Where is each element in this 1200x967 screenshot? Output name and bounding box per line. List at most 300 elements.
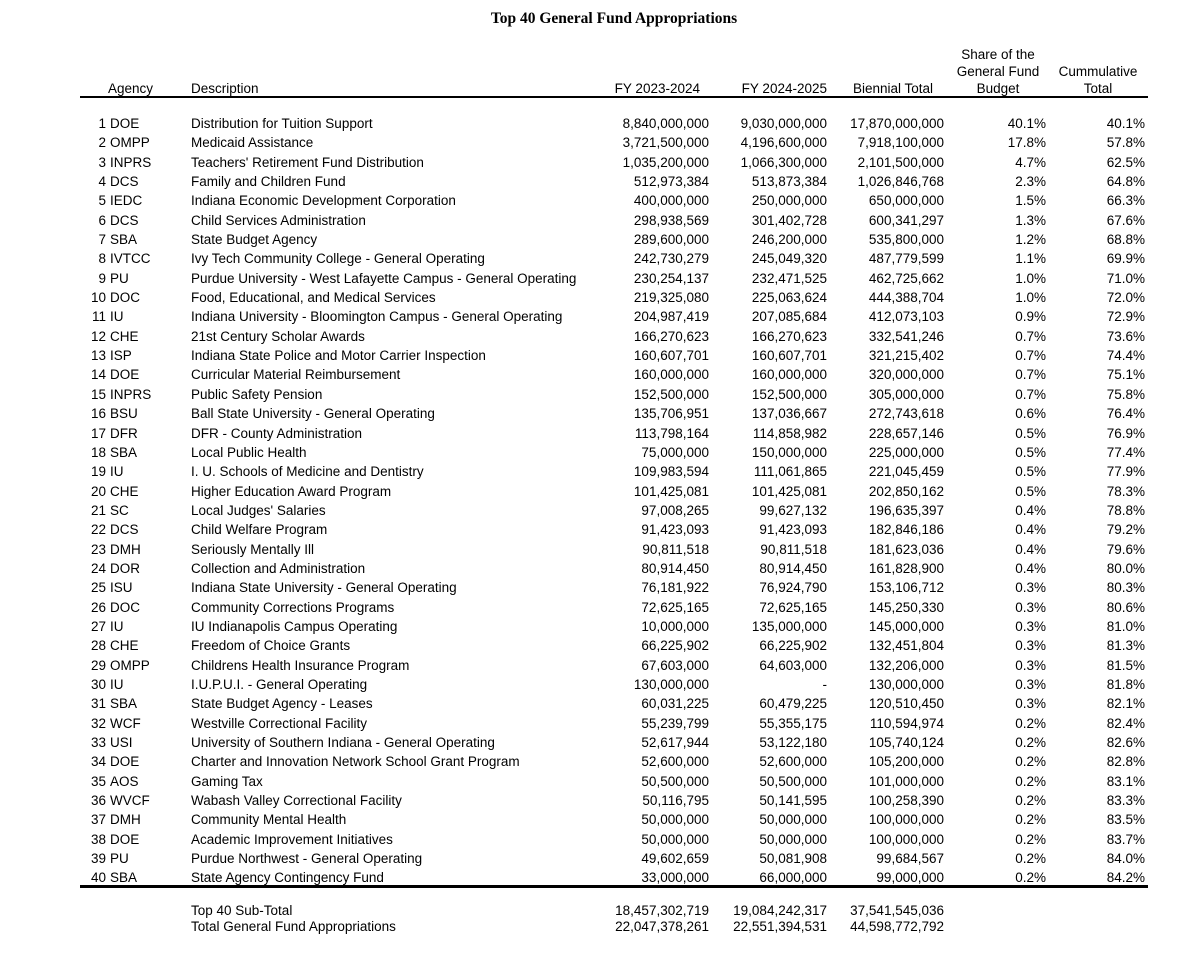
description-cell: I.U.P.U.I. - General Operating [191, 676, 368, 692]
rank-cell: 13 [90, 348, 106, 364]
total-biennial: 44,598,772,792 [850, 919, 944, 934]
description-cell: Collection and Administration [191, 560, 366, 576]
table-row [0, 191, 1200, 210]
cumulative-cell: 73.6% [1106, 328, 1145, 344]
fy-2023-2024-cell: 33,000,000 [641, 870, 709, 886]
table-row [0, 462, 1200, 481]
biennial-total-cell: 650,000,000 [868, 193, 944, 209]
cumulative-cell: 80.3% [1106, 580, 1145, 596]
rank-cell: 10 [90, 290, 106, 306]
share-cell: 1.2% [1015, 232, 1046, 248]
fy-2024-2025-cell: 513,873,384 [751, 174, 827, 190]
share-cell: 0.2% [1015, 773, 1046, 789]
rank-cell: 14 [90, 367, 106, 383]
table-row [0, 365, 1200, 384]
cumulative-cell: 78.3% [1106, 483, 1145, 499]
agency-cell: CHE [110, 638, 139, 654]
fy-2023-2024-cell: 3,721,500,000 [622, 135, 709, 151]
fy-2024-2025-cell: 246,200,000 [751, 232, 827, 248]
agency-cell: DOC [110, 599, 140, 615]
description-cell: Ball State University - General Operating [191, 406, 435, 422]
cumulative-cell: 69.9% [1106, 251, 1145, 267]
rank-cell: 39 [90, 851, 106, 867]
fy-2024-2025-cell: 232,471,525 [751, 270, 827, 286]
rank-cell: 5 [98, 193, 106, 209]
description-cell: DFR - County Administration [191, 425, 363, 441]
biennial-total-cell: 182,846,186 [868, 522, 944, 538]
share-cell: 2.3% [1015, 174, 1046, 190]
rank-cell: 15 [90, 386, 106, 402]
share-cell: 0.2% [1015, 735, 1046, 750]
biennial-total-cell: 202,850,162 [868, 483, 944, 499]
table-row [0, 830, 1200, 849]
fy-2023-2024-cell: 91,423,093 [641, 522, 709, 538]
description-cell: Food, Educational, and Medical Services [191, 290, 436, 306]
agency-cell: DOE [110, 831, 140, 847]
table-row [0, 540, 1200, 559]
fy-2023-2024-cell: 204,987,419 [633, 309, 709, 325]
share-cell: 0.3% [1015, 638, 1046, 654]
fy-2023-2024-cell: 152,500,000 [633, 386, 709, 402]
fy-2023-2024-cell: 135,706,951 [633, 406, 709, 422]
description-cell: Higher Education Award Program [191, 483, 392, 499]
rank-cell: 38 [90, 831, 106, 847]
agency-cell: OMPP [110, 135, 150, 151]
fy-2023-2024-cell: 512,973,384 [633, 174, 709, 190]
agency-cell: DCS [110, 212, 139, 228]
agency-cell: USI [110, 735, 133, 750]
share-cell: 1.0% [1015, 290, 1046, 306]
agency-cell: ISU [110, 580, 133, 596]
description-cell: State Agency Contingency Fund [191, 870, 384, 886]
fy-2024-2025-cell: 152,500,000 [751, 386, 827, 402]
description-cell: Indiana State University - General Operating [191, 580, 457, 596]
fy-2023-2024-cell: 160,000,000 [633, 367, 709, 383]
agency-cell: WCF [110, 715, 141, 731]
rank-cell: 6 [98, 212, 106, 228]
table-row [0, 810, 1200, 829]
fy-2024-2025-cell: 225,063,624 [751, 290, 827, 306]
rank-cell: 28 [90, 638, 106, 654]
description-cell: Gaming Tax [191, 773, 263, 789]
fy-2024-2025-cell: 9,030,000,000 [740, 116, 827, 131]
cumulative-cell: 75.8% [1106, 386, 1145, 402]
biennial-total-cell: 600,341,297 [868, 212, 944, 228]
cumulative-cell: 68.8% [1106, 232, 1145, 248]
biennial-total-cell: 305,000,000 [868, 386, 944, 402]
description-cell: Local Public Health [191, 444, 307, 460]
share-cell: 0.9% [1015, 309, 1046, 325]
table-row [0, 520, 1200, 539]
fy-2023-2024-cell: 8,840,000,000 [622, 116, 709, 131]
header-biennial-total: Biennial Total [852, 81, 933, 96]
agency-cell: DOC [110, 290, 140, 306]
share-cell: 0.5% [1015, 444, 1046, 460]
agency-cell: ISP [110, 348, 132, 364]
agency-cell: SBA [110, 696, 138, 712]
agency-cell: DCS [110, 522, 139, 538]
fy-2024-2025-cell: 90,811,518 [760, 541, 827, 557]
fy-2023-2024-cell: 101,425,081 [633, 483, 709, 499]
fy-2023-2024-cell: 67,603,000 [641, 657, 709, 673]
fy-2023-2024-cell: 55,239,799 [641, 715, 709, 731]
share-cell: 40.1% [1007, 116, 1046, 131]
agency-cell: OMPP [110, 657, 150, 673]
description-cell: Purdue Northwest - General Operating [191, 851, 423, 867]
fy-2023-2024-cell: 90,811,518 [642, 541, 709, 557]
table-row [0, 404, 1200, 423]
cumulative-cell: 80.6% [1106, 599, 1145, 615]
fy-2023-2024-cell: 52,600,000 [641, 754, 709, 770]
biennial-total-cell: 145,000,000 [868, 618, 944, 634]
rank-cell: 4 [98, 174, 106, 190]
cumulative-cell: 75.1% [1106, 367, 1145, 383]
table-row [0, 791, 1200, 810]
cumulative-cell: 40.1% [1106, 116, 1145, 131]
fy-2023-2024-cell: 75,000,000 [641, 444, 709, 460]
rank-cell: 29 [90, 657, 106, 673]
table-row [0, 714, 1200, 733]
fy-2024-2025-cell: 52,600,000 [759, 754, 827, 770]
biennial-total-cell: 161,828,900 [868, 560, 944, 576]
share-cell: 1.1% [1015, 251, 1046, 267]
fy-2023-2024-cell: 50,000,000 [641, 831, 709, 847]
cumulative-cell: 74.4% [1106, 348, 1145, 364]
biennial-total-cell: 2,101,500,000 [857, 154, 944, 170]
fy-2023-2024-cell: 113,798,164 [634, 425, 709, 441]
rank-cell: 34 [90, 754, 106, 770]
share-cell: 0.3% [1015, 696, 1046, 712]
cumulative-cell: 82.1% [1106, 696, 1145, 712]
fy-2023-2024-cell: 76,181,922 [641, 580, 709, 596]
cumulative-cell: 81.3% [1106, 638, 1145, 654]
fy-2023-2024-cell: 50,500,000 [641, 773, 709, 789]
description-cell: Seriously Mentally Ill [191, 541, 315, 557]
agency-cell: PU [110, 270, 129, 286]
share-cell: 4.7% [1015, 154, 1046, 170]
biennial-total-cell: 105,200,000 [868, 754, 944, 770]
fy-2024-2025-cell: 135,000,000 [751, 618, 827, 634]
agency-cell: PU [110, 851, 129, 867]
fy-2024-2025-cell: 55,355,175 [759, 715, 827, 731]
rank-cell: 20 [90, 483, 106, 499]
biennial-total-cell: 7,918,100,000 [857, 135, 944, 151]
fy-2024-2025-cell: 245,049,320 [751, 251, 827, 267]
description-cell: Purdue University - West Lafayette Campus - General Operating [191, 270, 577, 286]
rank-cell: 12 [90, 328, 106, 344]
rank-cell: 19 [90, 464, 106, 480]
agency-cell: IEDC [110, 193, 143, 209]
fy-2023-2024-cell: 160,607,701 [633, 348, 709, 364]
table-row [0, 733, 1200, 752]
description-cell: I. U. Schools of Medicine and Dentistry [191, 464, 424, 480]
fy-2024-2025-cell: 53,122,180 [759, 735, 827, 750]
table-row [0, 249, 1200, 268]
share-cell: 0.2% [1015, 793, 1046, 809]
cumulative-cell: 78.8% [1106, 502, 1145, 518]
description-cell: Child Welfare Program [191, 522, 328, 538]
share-cell: 1.5% [1015, 193, 1046, 209]
share-cell: 0.2% [1015, 812, 1046, 828]
description-cell: Charter and Innovation Network School Grant Program [191, 754, 520, 770]
description-cell: Academic Improvement Initiatives [191, 831, 393, 847]
fy-2024-2025-cell: 111,061,865 [753, 464, 827, 480]
table-row [0, 656, 1200, 675]
biennial-total-cell: 99,684,567 [876, 851, 944, 867]
rank-cell: 24 [90, 560, 106, 576]
cumulative-cell: 67.6% [1106, 212, 1145, 228]
cumulative-cell: 84.2% [1106, 870, 1145, 886]
fy-2024-2025-cell: 4,196,600,000 [740, 135, 827, 151]
share-cell: 0.4% [1015, 502, 1046, 518]
total-label: Total General Fund Appropriations [191, 919, 396, 934]
cumulative-cell: 82.4% [1106, 715, 1145, 731]
fy-2023-2024-cell: 289,600,000 [633, 232, 709, 248]
biennial-total-cell: 225,000,000 [868, 444, 944, 460]
biennial-total-cell: 535,800,000 [868, 232, 944, 248]
table-row [0, 443, 1200, 462]
agency-cell: AOS [110, 773, 139, 789]
cumulative-cell: 79.6% [1106, 541, 1145, 557]
table-row [0, 501, 1200, 520]
table-row [0, 617, 1200, 636]
fy-2024-2025-cell: 1,066,300,000 [740, 154, 827, 170]
agency-cell: DMH [110, 541, 141, 557]
description-cell: Childrens Health Insurance Program [191, 657, 410, 673]
biennial-total-cell: 332,541,246 [868, 328, 944, 344]
fy-2024-2025-cell: 50,000,000 [759, 812, 827, 828]
page-title: Top 40 General Fund Appropriations [490, 10, 738, 27]
share-cell: 0.7% [1015, 328, 1046, 344]
description-cell: University of Southern Indiana - General Operating [191, 735, 495, 750]
agency-cell: SBA [110, 444, 138, 460]
share-cell: 0.3% [1015, 618, 1046, 634]
share-cell: 0.2% [1015, 715, 1046, 731]
rank-cell: 25 [90, 580, 106, 596]
agency-cell: DOR [110, 560, 140, 576]
share-cell: 0.5% [1015, 483, 1046, 499]
biennial-total-cell: 444,388,704 [868, 290, 944, 306]
biennial-total-cell: 101,000,000 [868, 773, 944, 789]
rank-cell: 32 [90, 715, 106, 731]
biennial-total-cell: 100,258,390 [868, 793, 944, 809]
share-cell: 0.7% [1015, 386, 1046, 402]
fy-2024-2025-cell: 137,036,667 [751, 406, 827, 422]
rank-cell: 40 [90, 870, 106, 886]
rank-cell: 2 [98, 135, 106, 151]
rank-cell: 11 [91, 309, 106, 325]
fy-2023-2024-cell: 1,035,200,000 [622, 154, 709, 170]
cumulative-cell: 81.8% [1106, 676, 1145, 692]
cumulative-cell: 83.3% [1106, 793, 1145, 809]
fy-2024-2025-cell: 50,500,000 [759, 773, 827, 789]
cumulative-cell: 77.4% [1106, 444, 1145, 460]
biennial-total-cell: 228,657,146 [868, 425, 944, 441]
biennial-total-cell: 17,870,000,000 [850, 116, 944, 131]
table-row [0, 752, 1200, 771]
fy-2024-2025-cell: 99,627,132 [759, 502, 827, 518]
header-agency: Agency [108, 81, 154, 96]
fy-2023-2024-cell: 50,116,795 [642, 793, 709, 809]
fy-2023-2024-cell: 166,270,623 [633, 328, 709, 344]
biennial-total-cell: 120,510,450 [868, 696, 944, 712]
subtotal-biennial: 37,541,545,036 [850, 903, 944, 918]
table-row [0, 675, 1200, 694]
share-cell: 0.2% [1015, 831, 1046, 847]
description-cell: Community Mental Health [191, 812, 347, 828]
header-share-line3: Budget [976, 81, 1020, 96]
table-row [0, 211, 1200, 230]
description-cell: Indiana Economic Development Corporation [191, 193, 456, 209]
biennial-total-cell: 320,000,000 [868, 367, 944, 383]
table-row [0, 598, 1200, 617]
rank-cell: 33 [90, 735, 106, 750]
description-cell: Family and Children Fund [191, 174, 346, 190]
cumulative-cell: 82.8% [1106, 754, 1145, 770]
agency-cell: IU [110, 464, 124, 480]
fy-2024-2025-cell: 150,000,000 [751, 444, 827, 460]
cumulative-cell: 57.8% [1106, 135, 1145, 151]
biennial-total-cell: 99,000,000 [876, 870, 944, 886]
biennial-total-cell: 145,250,330 [868, 599, 944, 615]
table-row [0, 172, 1200, 191]
cumulative-cell: 80.0% [1106, 560, 1145, 576]
rank-cell: 9 [98, 270, 106, 286]
table-row [0, 482, 1200, 501]
fy-2023-2024-cell: 230,254,137 [633, 270, 709, 286]
cumulative-cell: 81.5% [1106, 657, 1145, 673]
description-cell: Wabash Valley Correctional Facility [191, 793, 402, 809]
table-row [0, 269, 1200, 288]
share-cell: 1.3% [1015, 212, 1046, 228]
table-row [0, 636, 1200, 655]
agency-cell: DOE [110, 754, 140, 770]
totals-rule [80, 885, 1148, 888]
agency-cell: INPRS [110, 154, 152, 170]
table-row [0, 153, 1200, 172]
fy-2023-2024-cell: 50,000,000 [641, 812, 709, 828]
subtotal-label: Top 40 Sub-Total [191, 903, 293, 918]
biennial-total-cell: 153,106,712 [868, 580, 944, 596]
rank-cell: 3 [98, 154, 106, 170]
agency-cell: IU [110, 309, 124, 325]
fy-2024-2025-cell: 160,000,000 [751, 367, 827, 383]
description-cell: Community Corrections Programs [191, 599, 395, 615]
header-rule [80, 96, 1148, 98]
biennial-total-cell: 132,206,000 [868, 657, 944, 673]
rank-cell: 22 [90, 522, 106, 538]
fy-2023-2024-cell: 66,225,902 [641, 638, 709, 654]
agency-cell: WVCF [110, 793, 150, 809]
description-cell: State Budget Agency - Leases [191, 696, 373, 712]
agency-cell: IU [110, 676, 124, 692]
description-cell: State Budget Agency [191, 232, 318, 248]
biennial-total-cell: 110,594,974 [869, 715, 944, 731]
description-cell: Child Services Administration [191, 212, 366, 228]
rank-cell: 26 [90, 599, 106, 615]
fy-2024-2025-cell: 101,425,081 [751, 483, 827, 499]
cumulative-cell: 64.8% [1106, 174, 1145, 190]
share-cell: 0.6% [1015, 406, 1046, 422]
header-share-line2: General Fund [956, 64, 1040, 79]
rank-cell: 7 [98, 232, 106, 248]
fy-2023-2024-cell: 52,617,944 [641, 735, 709, 750]
table-row [0, 559, 1200, 578]
fy-2023-2024-cell: 72,625,165 [641, 599, 709, 615]
biennial-total-cell: 105,740,124 [868, 735, 944, 750]
share-cell: 0.4% [1015, 560, 1046, 576]
fy-2024-2025-cell: - [822, 676, 827, 692]
biennial-total-cell: 272,743,618 [868, 406, 944, 422]
cumulative-cell: 83.7% [1106, 831, 1145, 847]
agency-cell: DOE [110, 367, 140, 383]
table-row [0, 327, 1200, 346]
cumulative-cell: 71.0% [1106, 270, 1145, 286]
appropriations-table [0, 114, 1200, 888]
table-row [0, 424, 1200, 443]
biennial-total-cell: 196,635,397 [868, 502, 944, 518]
rank-cell: 31 [90, 696, 106, 712]
cumulative-cell: 83.5% [1106, 812, 1145, 828]
share-cell: 0.7% [1015, 348, 1046, 364]
description-cell: Ivy Tech Community College - General Operating [191, 251, 485, 267]
biennial-total-cell: 221,045,459 [868, 464, 944, 480]
rank-cell: 27 [90, 618, 106, 634]
fy-2024-2025-cell: 66,225,902 [759, 638, 827, 654]
fy-2024-2025-cell: 91,423,093 [759, 522, 827, 538]
share-cell: 0.7% [1015, 367, 1046, 383]
share-cell: 0.3% [1015, 657, 1046, 673]
fy-2023-2024-cell: 130,000,000 [633, 676, 709, 692]
fy-2024-2025-cell: 166,270,623 [751, 328, 827, 344]
description-cell: Medicaid Assistance [191, 135, 314, 151]
fy-2024-2025-cell: 50,000,000 [759, 831, 827, 847]
agency-cell: DFR [110, 425, 138, 441]
fy-2024-2025-cell: 50,141,595 [759, 793, 827, 809]
fy-2023-2024-cell: 298,938,569 [633, 212, 709, 228]
agency-cell: INPRS [110, 386, 152, 402]
cumulative-cell: 83.1% [1106, 773, 1145, 789]
cumulative-cell: 76.9% [1106, 425, 1145, 441]
fy-2024-2025-cell: 250,000,000 [751, 193, 827, 209]
biennial-total-cell: 462,725,662 [868, 270, 944, 286]
subtotal-fy1: 18,457,302,719 [615, 903, 709, 918]
header-description: Description [191, 81, 259, 96]
agency-cell: BSU [110, 406, 138, 422]
agency-cell: DMH [110, 812, 141, 828]
fy-2024-2025-cell: 60,479,225 [759, 696, 827, 712]
table-row [0, 230, 1200, 249]
fy-2024-2025-cell: 301,402,728 [751, 212, 827, 228]
share-cell: 0.4% [1015, 522, 1046, 538]
cumulative-cell: 62.5% [1106, 154, 1145, 170]
fy-2023-2024-cell: 400,000,000 [633, 193, 709, 209]
share-cell: 0.5% [1015, 464, 1046, 480]
cumulative-cell: 82.6% [1106, 735, 1145, 750]
description-cell: Curricular Material Reimbursement [191, 367, 401, 383]
agency-cell: CHE [110, 328, 139, 344]
description-cell: Distribution for Tuition Support [191, 116, 373, 131]
agency-cell: IVTCC [110, 251, 151, 267]
total-fy1: 22,047,378,261 [615, 919, 709, 934]
agency-cell: SC [110, 502, 129, 518]
fy-2023-2024-cell: 109,983,594 [633, 464, 709, 480]
rank-cell: 30 [90, 676, 106, 692]
share-cell: 0.3% [1015, 599, 1046, 615]
cumulative-cell: 84.0% [1106, 851, 1145, 867]
agency-cell: SBA [110, 232, 138, 248]
description-cell: Indiana University - Bloomington Campus - General Operating [191, 309, 563, 325]
